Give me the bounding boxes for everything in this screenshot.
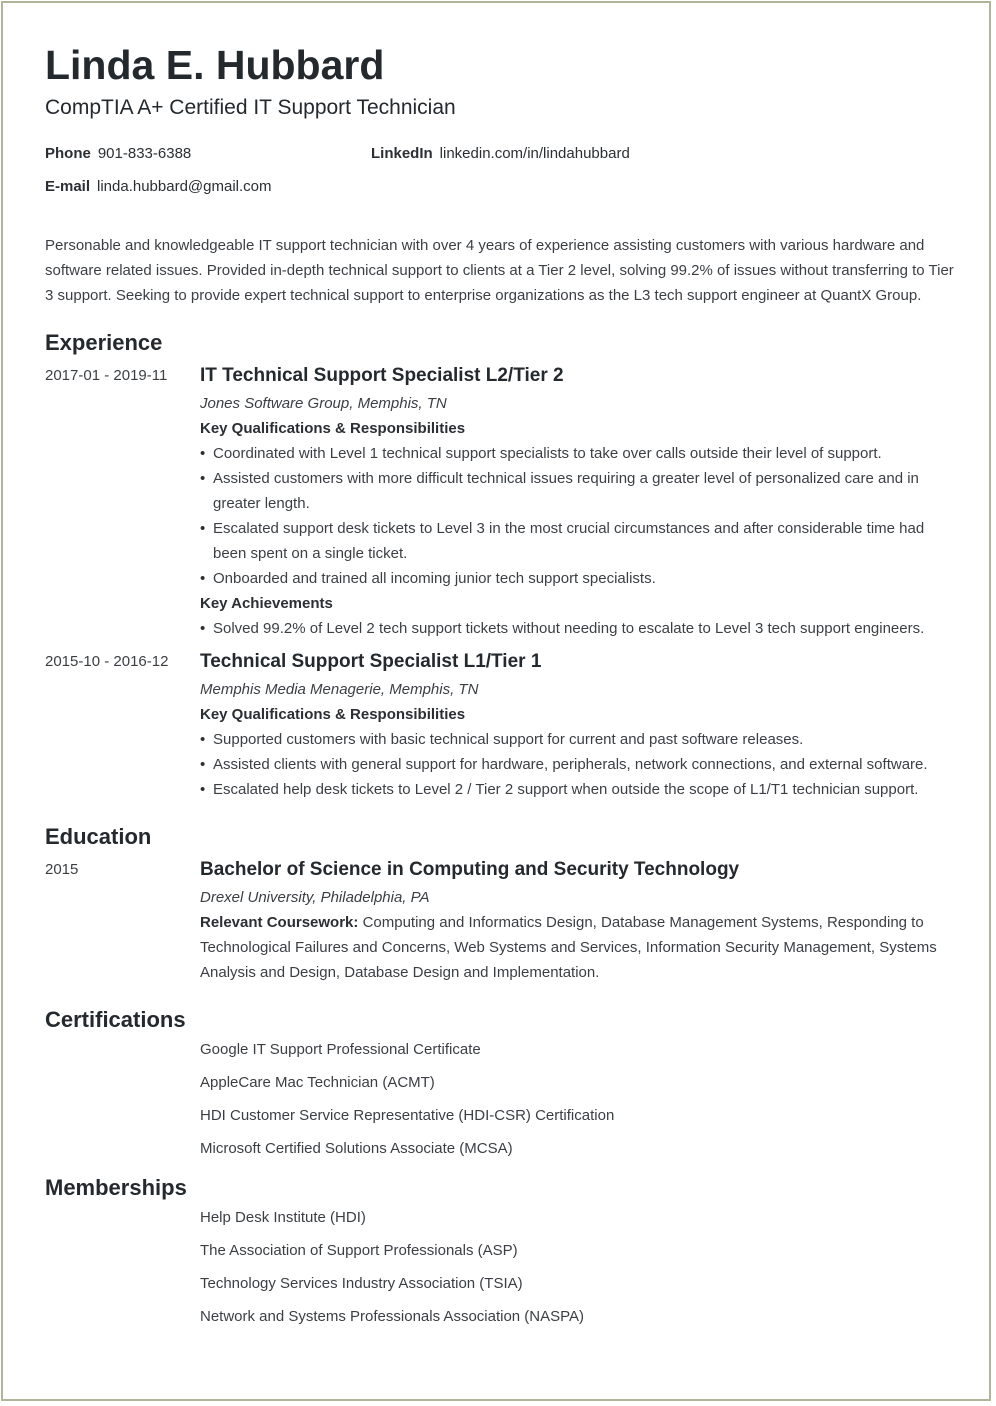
candidate-title: CompTIA A+ Certified IT Support Technician bbox=[45, 96, 456, 119]
list-item: • Onboarded and trained all incoming junior tech support specialists. bbox=[200, 566, 957, 591]
education-entry bbox=[45, 858, 957, 985]
achievements-list bbox=[200, 616, 957, 641]
school-name: Drexel University, Philadelphia, PA bbox=[200, 889, 430, 906]
graduation-year: 2015 bbox=[45, 861, 79, 878]
achievements-heading: Key Achievements bbox=[200, 595, 333, 612]
list-item: • Escalated help desk tickets to Level 2 / Tier 2 support when outside the scope of L1/T1 technician support. bbox=[200, 777, 957, 802]
coursework-text: Computing and Informatics Design, Database Management Systems, Responding to Technological Failures and Concerns, Web Systems and Services, Information Security Management, Systems Analysis and Design, Database Design and Implementation. bbox=[200, 914, 937, 981]
responsibilities-heading: Key Qualifications & Responsibilities bbox=[200, 706, 466, 723]
contact-row bbox=[45, 145, 957, 178]
list-item: • Solved 99.2% of Level 2 tech support tickets without needing to escalate to Level 3 tech support engineers. bbox=[200, 616, 957, 641]
membership-item: The Association of Support Professionals (ASP) bbox=[200, 1242, 518, 1259]
list-item: • Assisted customers with more difficult technical issues requiring a greater level of personalized care and in greater length. bbox=[200, 466, 957, 516]
coursework-label: Relevant Coursework: bbox=[200, 914, 359, 931]
job-details bbox=[200, 364, 957, 641]
job-entry bbox=[45, 650, 957, 802]
professional-summary: Personable and knowledgeable IT support technician with over 4 years of experience assisting customers with various hardware and software related issues. Provided in-depth technical support to clients at a Tier 2 level, solving 99.2% of issues without transferring to Tier 3 support. Seeking to provide expert technical support to enterprise organizations as the L3 tech support engineer at QuantX Group. bbox=[45, 237, 954, 304]
resume-page bbox=[1, 1, 991, 1401]
phone-value: 901-833-6388 bbox=[97, 145, 192, 162]
phone-contact bbox=[45, 145, 371, 163]
membership-item: Technology Services Industry Association (TSIA) bbox=[200, 1275, 523, 1292]
linkedin-link[interactable]: linkedin.com/in/lindahubbard bbox=[439, 145, 630, 162]
contact-row bbox=[45, 178, 957, 211]
job-entry bbox=[45, 364, 957, 641]
list-item: • Supported customers with basic technical support for current and past software releases. bbox=[200, 727, 957, 752]
membership-item: Network and Systems Professionals Association (NASPA) bbox=[200, 1308, 585, 1325]
job-details bbox=[200, 650, 957, 802]
responsibilities-heading: Key Qualifications & Responsibilities bbox=[200, 420, 466, 437]
linkedin-contact bbox=[371, 145, 630, 163]
responsibilities-list bbox=[200, 727, 957, 802]
list-item: • Coordinated with Level 1 technical support specialists to take over calls outside their level of support. bbox=[200, 441, 957, 466]
list-item: • Escalated support desk tickets to Level 3 in the most crucial circumstances and after considerable time had been spent on a single ticket. bbox=[200, 516, 957, 566]
contact-info bbox=[45, 145, 957, 211]
candidate-name: Linda E. Hubbard bbox=[45, 42, 385, 88]
membership-item: Help Desk Institute (HDI) bbox=[200, 1209, 366, 1226]
certification-item: Microsoft Certified Solutions Associate (MCSA) bbox=[200, 1140, 513, 1157]
job-company: Memphis Media Menagerie, Memphis, TN bbox=[200, 681, 479, 698]
resume-content bbox=[45, 41, 957, 1341]
certification-item: AppleCare Mac Technician (ACMT) bbox=[200, 1074, 435, 1091]
memberships-heading: Memberships bbox=[45, 1175, 187, 1200]
job-company: Jones Software Group, Memphis, TN bbox=[200, 395, 447, 412]
job-dates: 2015-10 - 2016-12 bbox=[45, 653, 169, 670]
email-link[interactable]: linda.hubbard@gmail.com bbox=[97, 178, 272, 195]
email-label: E-mail bbox=[45, 178, 91, 195]
list-item: • Assisted clients with general support for hardware, peripherals, network connections, and external software. bbox=[200, 752, 957, 777]
experience-heading: Experience bbox=[45, 330, 163, 355]
coursework bbox=[200, 910, 957, 985]
certification-item: Google IT Support Professional Certificate bbox=[200, 1041, 481, 1058]
linkedin-label: LinkedIn bbox=[371, 145, 433, 162]
responsibilities-list bbox=[200, 441, 957, 591]
email-contact bbox=[45, 178, 272, 196]
certification-item: HDI Customer Service Representative (HDI-CSR) Certification bbox=[200, 1107, 615, 1124]
degree-title: Bachelor of Science in Computing and Security Technology bbox=[200, 859, 740, 880]
job-title: IT Technical Support Specialist L2/Tier 2 bbox=[200, 365, 564, 386]
certifications-heading: Certifications bbox=[45, 1007, 186, 1032]
phone-label: Phone bbox=[45, 145, 91, 162]
job-title: Technical Support Specialist L1/Tier 1 bbox=[200, 651, 542, 672]
memberships-list bbox=[200, 1209, 957, 1341]
education-heading: Education bbox=[45, 824, 152, 849]
job-dates: 2017-01 - 2019-11 bbox=[45, 367, 168, 384]
certifications-list bbox=[200, 1041, 957, 1173]
education-details bbox=[200, 858, 957, 985]
